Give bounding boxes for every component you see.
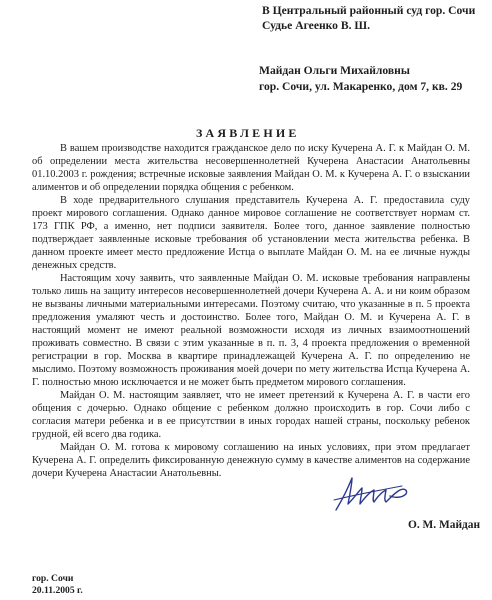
document-title: ЗАЯВЛЕНИЕ <box>196 126 300 140</box>
paragraph-line: Майдан О. М. настоящим заявляет, что не имеет претензий к Кучерена А. Г. в части его <box>60 390 470 401</box>
paragraph-line: 173 ГПК РФ, а именно, нет подписи заявителя. Более того, данное заявление полностью <box>32 221 470 232</box>
paragraph-line: В ходе предварительного слушания представитель Кучерена А. Г. предоставила суду <box>60 195 470 206</box>
footer-city: гор. Сочи <box>32 573 74 584</box>
sender-address: гор. Сочи, ул. Макаренко, дом 7, кв. 29 <box>259 80 463 93</box>
addressee-court: В Центральный районный суд гор. Сочи <box>262 4 476 17</box>
paragraph-1 <box>32 142 470 194</box>
paragraph-line: мыслимо. Поэтому возможность проживания моей дочери по мету жительства Истца Кучерена А. <box>32 364 470 375</box>
paragraph-line: Настоящим хочу заявить, что заявленные Майдан О. М. исковые требования направлены <box>60 273 470 284</box>
paragraph-line: проживать совместно. В связи с этим указанные в п. п. 3, 4 проекта предложения о временной <box>32 338 470 349</box>
paragraph-line: общения с дочерью. Однако общение с ребенком должно происходить в гор. Сочи либо с <box>32 403 470 414</box>
paragraph-3 <box>32 272 470 389</box>
handwritten-signature <box>330 470 422 516</box>
paragraph-line: только лишь на защиту интересов несовершеннолетней дочери Кучерена А. А. и ни коим образом <box>32 286 470 297</box>
paragraph-line: об определении места жительства несовершеннолетней Кучерена Анастасии Анатольевны <box>32 156 470 167</box>
paragraph-line: Кучерена А. Г. определить фиксированную денежную сумму в качестве алиментов на содержание <box>32 455 470 466</box>
paragraph-line: регистрации в гор. Москва в квартире принадлежащей Кучерена А. Г. по определению не <box>32 351 470 362</box>
sender-name: Майдан Ольги Михайловны <box>259 64 410 77</box>
paragraph-line: проект мирового соглашения. Однако данное мировое соглашение не соответствует нормам ст. <box>32 208 470 219</box>
paragraph-2 <box>32 194 470 272</box>
paragraph-line: грудной, ей всего два годика. <box>32 429 162 440</box>
paragraph-line: В вашем производстве находится гражданское дело по иску Кучерена А. Г. к Майдан О. М. <box>60 143 470 154</box>
paragraph-line: 01.10.2003 г. рождения; встречные исковые заявления Майдан О. М. к Кучерена А. Г. о взыскании <box>32 169 470 180</box>
paragraph-line: Г. полностью мною исключается и не может быть предметом мирового соглашения. <box>32 377 406 388</box>
paragraph-line: алиментов и об определении порядка общения с ребенком. <box>32 182 294 193</box>
paragraph-line: настоящий момент не имеют реальной возможности исходя из личных взаимоотношений <box>32 325 470 336</box>
addressee-judge: Судье Агеенко В. Ш. <box>262 19 371 32</box>
footer-date: 20.11.2005 г. <box>32 585 83 596</box>
paragraph-line: не вызваны личными материальными интересами. Поэтому считаю, что указанные в п. 5 проекта <box>32 299 470 310</box>
paragraph-line: Майдан О. М. готова к мировому соглашению на иных условиях, при этом предлагает <box>60 442 470 453</box>
paragraph-line: денежных средств. <box>32 260 117 271</box>
paragraph-line: согласия матери ребенка и в ее присутствии в иных городах нашей страны, поскольку ребенок <box>32 416 470 427</box>
paragraph-line: предложения умаляют честь и достоинство. Более того, Майдан О. М. и Кучерена А. Г. в <box>32 312 470 323</box>
paragraph-line: данном проекте имеет место предложение Истца о выплате Майдан О. М. на ее личные нужды <box>32 247 470 258</box>
paragraph-line: подтверждает заявленные исковые требования об установлении места жительства ребенка. В <box>32 234 470 245</box>
signature-name: О. М. Майдан <box>408 519 481 531</box>
paragraph-line: дочери Кучерена Анастасии Анатольевны. <box>32 468 222 479</box>
paragraph-4 <box>32 389 470 441</box>
